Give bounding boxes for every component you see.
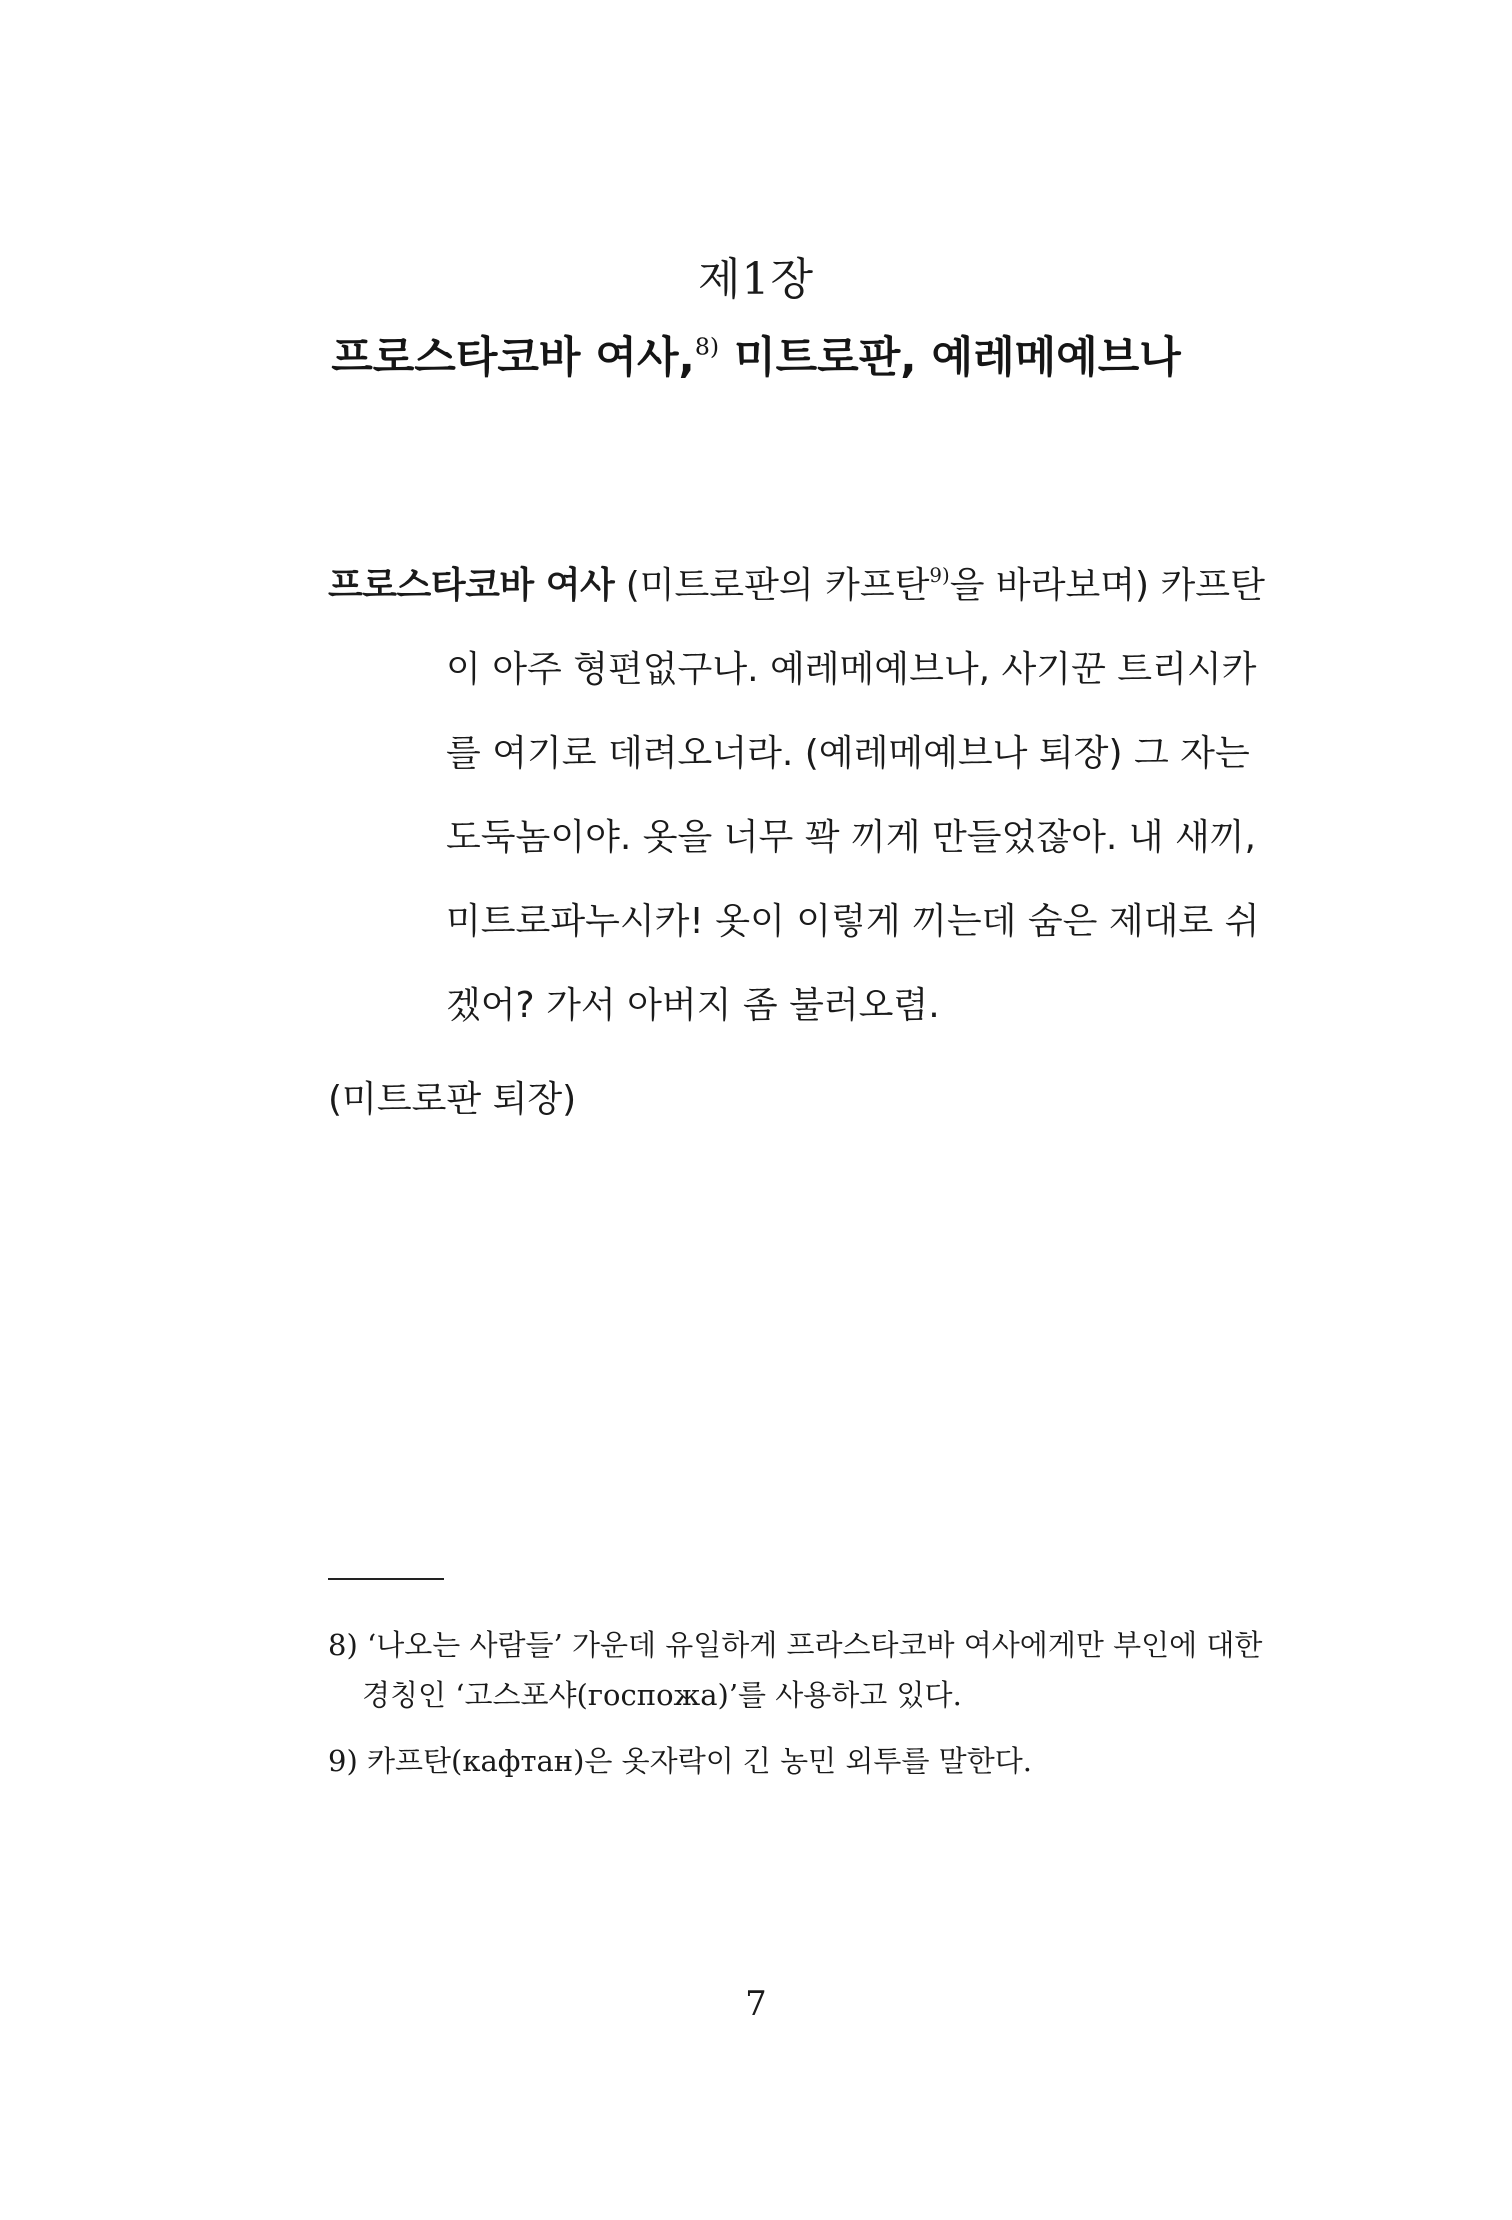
footnotes (328, 1620, 1278, 1802)
chapter-title-part2: 미트로판, 예레메예브나 (719, 333, 1181, 383)
footnote-9: 9) 카프탄(кафтан)은 옷자락이 긴 농민 외투를 말한다. (328, 1744, 1032, 1778)
footnote-ref-8: 8) (694, 332, 720, 361)
footnote-8: 8) ‘나오는 사람들’ 가운데 유일하게 프라스타코바 여사에게만 부인에 대한 경칭인 ‘고스포샤(госпожа)’를 사용하고 있다. (328, 1628, 1263, 1712)
footnote-ref-9: 9) (929, 564, 950, 588)
speech-block (328, 544, 1268, 1048)
stage-direction-inline (614, 565, 1149, 606)
chapter-title-part1: 프로스타코바 여사, (331, 333, 695, 383)
script-body (328, 544, 1268, 1048)
page-number: 7 (745, 1984, 767, 2024)
speech-text: 카프탄이 아주 형편없구나. 예레메예브나, 사기꾼 트리시카를 여기로 데려오너라. (예레메예브나 퇴장) 그 자는 도둑놈이야. 옷을 너무 꽉 끼게 만들었잖아. 내 새끼, 미트로파누시카! 옷이 이렇게 끼는데 숨은 제대로 쉬겠어? 가서 아버지 좀 불러오렴. (446, 565, 1265, 1026)
chapter-number: 제1장 (697, 254, 814, 305)
stage-direction-close: 을 바라보며) (949, 565, 1150, 606)
stage-direction-open: (미트로판의 카프탄 (614, 565, 930, 606)
footnote-divider (328, 1578, 444, 1580)
chapter-title (0, 328, 1512, 388)
speaker-name: 프로스타코바 여사 (328, 565, 615, 606)
stage-direction-exit: (미트로판 퇴장) (328, 1079, 577, 1120)
